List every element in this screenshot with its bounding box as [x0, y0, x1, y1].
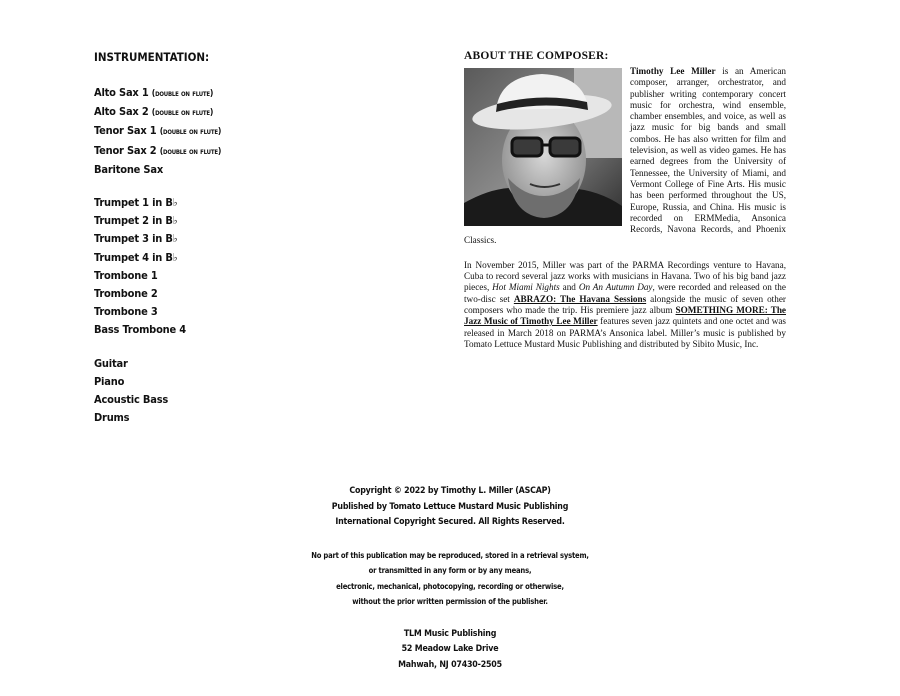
instrument-name: Tenor Sax 1 — [94, 124, 157, 138]
copyright-notice — [250, 484, 650, 531]
publisher-street: 52 Meadow Lake Drive — [401, 644, 499, 654]
instrument-item — [94, 122, 414, 141]
composer-photo — [464, 68, 622, 226]
instrument-name: Acoustic Bass — [94, 393, 169, 407]
instrument-name: Trumpet 3 in B♭ — [94, 232, 178, 246]
instrument-name: Drums — [94, 411, 130, 425]
instrument-doubling-note: (double on flute) — [159, 127, 222, 138]
about-composer-section — [464, 50, 786, 350]
instrument-item — [94, 249, 414, 267]
instrument-item — [94, 373, 414, 391]
instrument-doubling-note: (double on flute) — [151, 89, 214, 99]
recordings-text-4: features seven jazz quintets and one octet and was released in March 2018 on PARMA’s Ansonica label. Miller’s music is published by Tomato Lettuce Mustard Music Publishing and distributed by Sibito Music, Inc. — [464, 316, 786, 349]
piece-title-on-an-autumn-day: On An Autumn Day — [578, 282, 653, 293]
recordings-text-2: , were recorded and released on the two-disc set — [464, 282, 786, 304]
instrument-item — [94, 391, 414, 409]
rights-line: International Copyright Secured. All Rights Reserved. — [335, 517, 565, 527]
instrument-item — [94, 285, 414, 303]
instrument-group — [94, 355, 414, 428]
instrumentation-section — [94, 50, 414, 442]
notice-line: No part of this publication may be reproduced, stored in a retrieval system, — [311, 550, 589, 560]
notice-line: electronic, mechanical, photocopying, recording or otherwise, — [336, 581, 564, 591]
publisher-line: Published by Tomato Lettuce Mustard Music Publishing — [331, 501, 569, 512]
instrument-item — [94, 355, 414, 373]
instrument-name: Bass Trombone 4 — [94, 323, 186, 337]
instrument-name: Trombone 3 — [94, 305, 158, 319]
instrumentation-heading: INSTRUMENTATION: — [94, 50, 210, 64]
instrument-name: Guitar — [94, 356, 128, 370]
instrument-item — [94, 409, 414, 427]
instrument-group — [94, 194, 414, 340]
composer-name: Timothy Lee Miller — [630, 66, 716, 76]
piece-title-hot-miami-nights: Hot Miami Nights — [492, 282, 560, 293]
instrument-name: Alto Sax 1 — [94, 86, 149, 99]
copyright-line: Copyright © 2022 by Timothy L. Miller (ASCAP) — [349, 486, 551, 496]
publisher-address — [250, 627, 650, 674]
instrument-group — [94, 84, 414, 179]
instrument-name: Trombone 1 — [94, 268, 158, 282]
composer-recordings-paragraph — [464, 260, 786, 350]
recordings-text-1: In November 2015, Miller was part of the PARMA Recordings venture to Havana, Cuba to record several jazz works with musicians in Havana. Two of his big band jazz pieces, — [464, 259, 786, 293]
publisher-city: Mahwah, NJ 07430-2505 — [398, 659, 502, 670]
instrument-item — [94, 103, 414, 122]
album-link-something-more[interactable]: SOMETHING MORE: The Jazz Music of Timothy Lee Miller — [464, 304, 787, 327]
recordings-text-and: and — [559, 282, 579, 293]
instrument-item — [94, 321, 414, 339]
instrument-item — [94, 161, 414, 179]
publisher-name: TLM Music Publishing — [403, 628, 497, 639]
instrument-item — [94, 230, 414, 248]
instrument-doubling-note: (double on flute) — [151, 108, 214, 119]
instrument-name: Baritone Sax — [94, 162, 164, 176]
copyright-section — [250, 484, 650, 690]
instrument-item — [94, 212, 414, 230]
about-heading: ABOUT THE COMPOSER: — [464, 50, 609, 62]
notice-line: without the prior written permission of the publisher. — [352, 597, 548, 606]
notice-line: or transmitted in any form or by any means, — [368, 566, 532, 575]
instrument-item — [94, 194, 414, 212]
instrument-item — [94, 142, 414, 161]
instrument-name: Piano — [94, 374, 125, 388]
instrument-name: Trumpet 4 in B♭ — [94, 250, 178, 264]
instrument-doubling-note: (double on flute) — [159, 146, 222, 157]
composer-portrait-image — [464, 68, 622, 226]
instrument-name: Tenor Sax 2 — [94, 143, 157, 157]
instrument-name: Trumpet 2 in B♭ — [94, 214, 178, 228]
instrument-name: Trombone 2 — [94, 287, 158, 301]
instrument-item — [94, 84, 414, 103]
reproduction-notice — [250, 548, 650, 610]
instrument-name: Trumpet 1 in B♭ — [94, 196, 178, 210]
instrumentation-list — [94, 84, 414, 427]
bio-text: is an American composer, arranger, orchestrator, and publisher writing contemporary concert music for orchestra, wind ensemble, chamber ensembles, and voice, as well as jazz music for big bands and small combos. He has also written for film and television, as well as video games. He has earned degrees from the University of Tennessee, the University of Miami, and Vermont College of Fine Arts. His music has been performed throughout the US, Europe, Russia, and China. His music is recorded on ERMMedia, Ansonica Records, Navona Records, and Phoenix Classics. — [464, 66, 787, 246]
recordings-text-3: alongside the music of seven other composers who made the trip. His premiere jazz album — [464, 293, 786, 315]
instrument-name: Alto Sax 2 — [94, 105, 149, 119]
instrument-item — [94, 303, 414, 321]
instrument-item — [94, 267, 414, 285]
album-link-abrazo[interactable]: ABRAZO: The Havana Sessions — [513, 293, 647, 304]
